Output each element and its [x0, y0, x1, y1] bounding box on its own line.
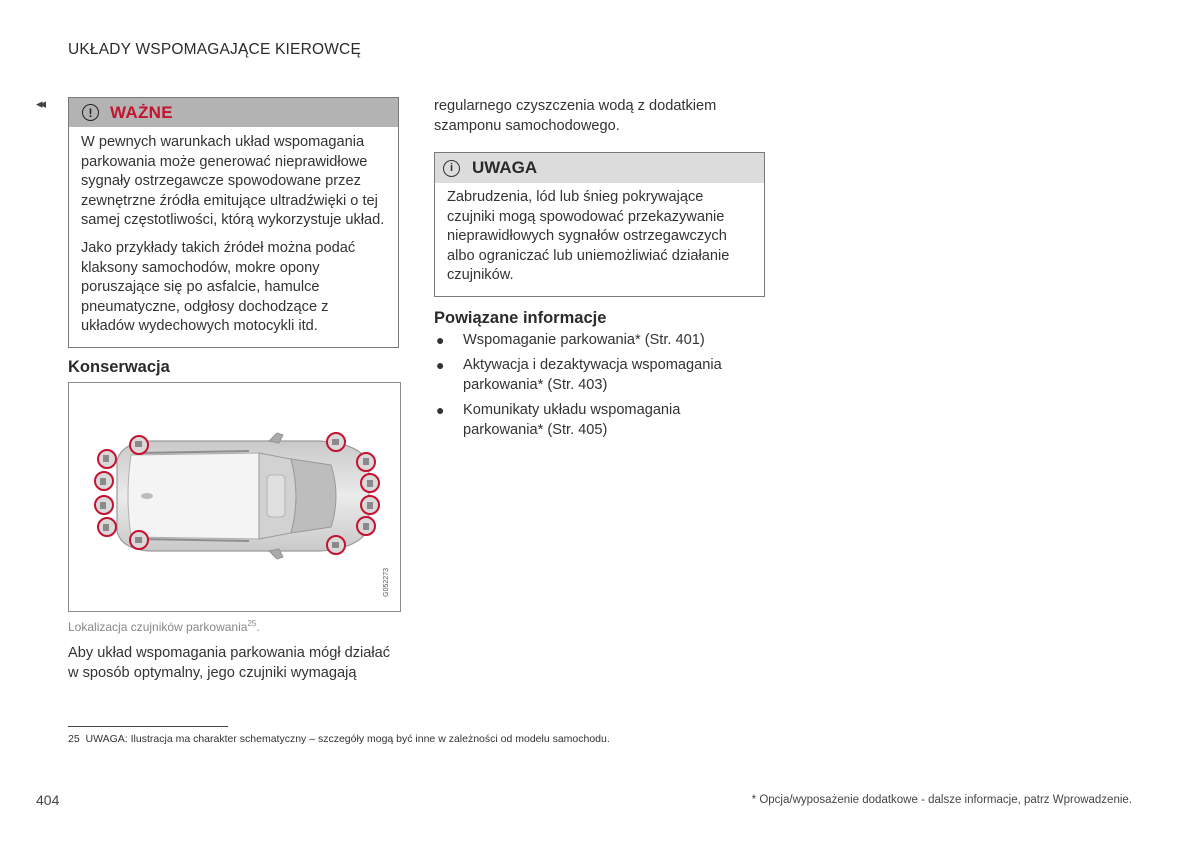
bullet-icon: ● — [436, 357, 445, 373]
related-list — [434, 330, 764, 445]
important-box — [68, 97, 399, 348]
footnote-divider — [68, 726, 228, 727]
important-body — [69, 127, 398, 347]
maintenance-heading: Konserwacja — [68, 358, 170, 376]
footnote: 25 UWAGA: Ilustracja ma charakter schematyczny – szczegóły mogą być inne w zależności od modelu samochodu. — [68, 733, 610, 745]
back-arrows-icon[interactable]: ◂◂ — [36, 96, 44, 111]
page-header: UKŁADY WSPOMAGAJĄCE KIEROWCĘ — [68, 41, 361, 58]
bullet-icon: ● — [436, 332, 445, 348]
maintenance-body: Aby układ wspomagania parkowania mógł działać w sposób optymalny, jego czujniki wymagają — [68, 645, 391, 681]
footer-note: * Opcja/wyposażenie dodatkowe - dalsze informacje, patrz Wprowadzenie. — [751, 794, 1132, 806]
related-heading: Powiązane informacje — [434, 309, 607, 327]
parking-sensors-figure — [68, 382, 401, 612]
important-title: WAŻNE — [110, 102, 173, 122]
important-paragraph-2: Jako przykłady takich źródeł można podać klaksony samochodów, mokre opony poruszające się po asfalcie, hamulce pneumatyczne, odgłosy dochodzące z układów wydechowych motocykli itd. — [81, 239, 356, 335]
note-body: Zabrudzenia, lód lub śnieg pokrywające czujniki mogą spowodować przekazywanie nieprawidłowych sygnałów ostrzegawczych albo ograniczać lub uniemożliwiać działanie czujników. — [447, 189, 730, 284]
car-hood — [291, 459, 336, 533]
related-item[interactable]: ● Aktywacja i dezaktywacja wspomagania parkowania* (Str. 403) — [436, 357, 722, 393]
important-paragraph-1: W pewnych warunkach układ wspomagania parkowania może generować nieprawidłowe sygnały ostrzegawcze spowodowane przez zewnętrzne źródła emitujące ultradźwięki o tej samej częstotliwości, którą wykorzystuje układ. — [81, 134, 385, 229]
info-icon: i — [443, 160, 460, 177]
page-number: 404 — [36, 792, 60, 808]
note-box-header — [435, 153, 764, 183]
note-box — [434, 152, 765, 297]
bullet-icon: ● — [436, 402, 445, 418]
important-box-header — [69, 98, 398, 127]
car-top-view-illustration — [69, 383, 400, 611]
figure-caption: Lokalizacja czujników parkowania$^{25}$. — [68, 619, 260, 634]
related-item[interactable]: ● Wspomaganie parkowania* (Str. 401) — [436, 332, 705, 348]
figure-code: G052273 — [383, 568, 390, 597]
continuation-text: regularnego czyszczenia wodą z dodatkiem szamponu samochodowego. — [434, 98, 717, 134]
related-item[interactable]: ● Komunikaty układu wspomagania parkowania* (Str. 405) — [436, 402, 681, 438]
exclamation-icon: ! — [82, 104, 99, 121]
note-title: UWAGA — [472, 158, 538, 177]
